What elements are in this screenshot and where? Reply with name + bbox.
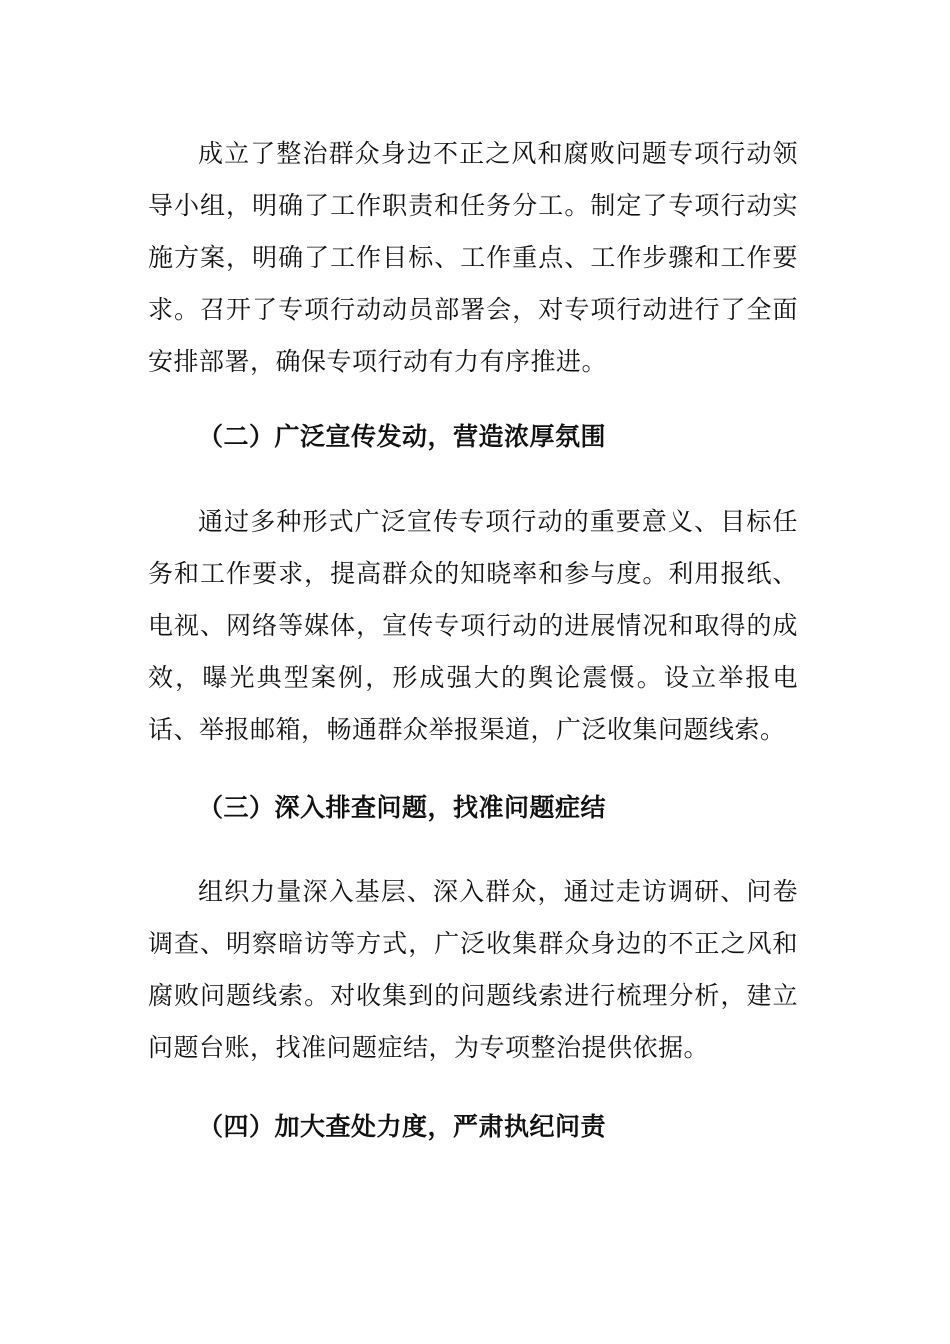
section-heading: （二）广泛宣传发动，营造浓厚氛围	[198, 422, 607, 451]
body-paragraph: 组织力量深入基层、深入群众，通过走访调研、问卷调查、明察暗访等方式，广泛收集群众身边的不正之风和腐败问题线索。对收集到的问题线索进行梳理分析，建立问题台账，找准问题症结，为专项整治提供依据。	[148, 877, 798, 1062]
section-heading: （三）深入排查问题，找准问题症结	[198, 793, 607, 822]
section-heading: （四）加大查处力度，严肃执纪问责	[198, 1112, 607, 1141]
body-paragraph: 通过多种形式广泛宣传专项行动的重要意义、目标任务和工作要求，提高群众的知晓率和参与度。利用报纸、电视、网络等媒体，宣传专项行动的进展情况和取得的成效，曝光典型案例，形成强大的舆论震慑。设立举报电话、举报邮箱，畅通群众举报渠道，广泛收集问题线索。	[148, 507, 798, 744]
body-paragraph: 成立了整治群众身边不正之风和腐败问题专项行动领导小组，明确了工作职责和任务分工。制定了专项行动实施方案，明确了工作目标、工作重点、工作步骤和工作要求。召开了专项行动动员部署会，对专项行动进行了全面安排部署，确保专项行动有力有序推进。	[148, 139, 798, 376]
